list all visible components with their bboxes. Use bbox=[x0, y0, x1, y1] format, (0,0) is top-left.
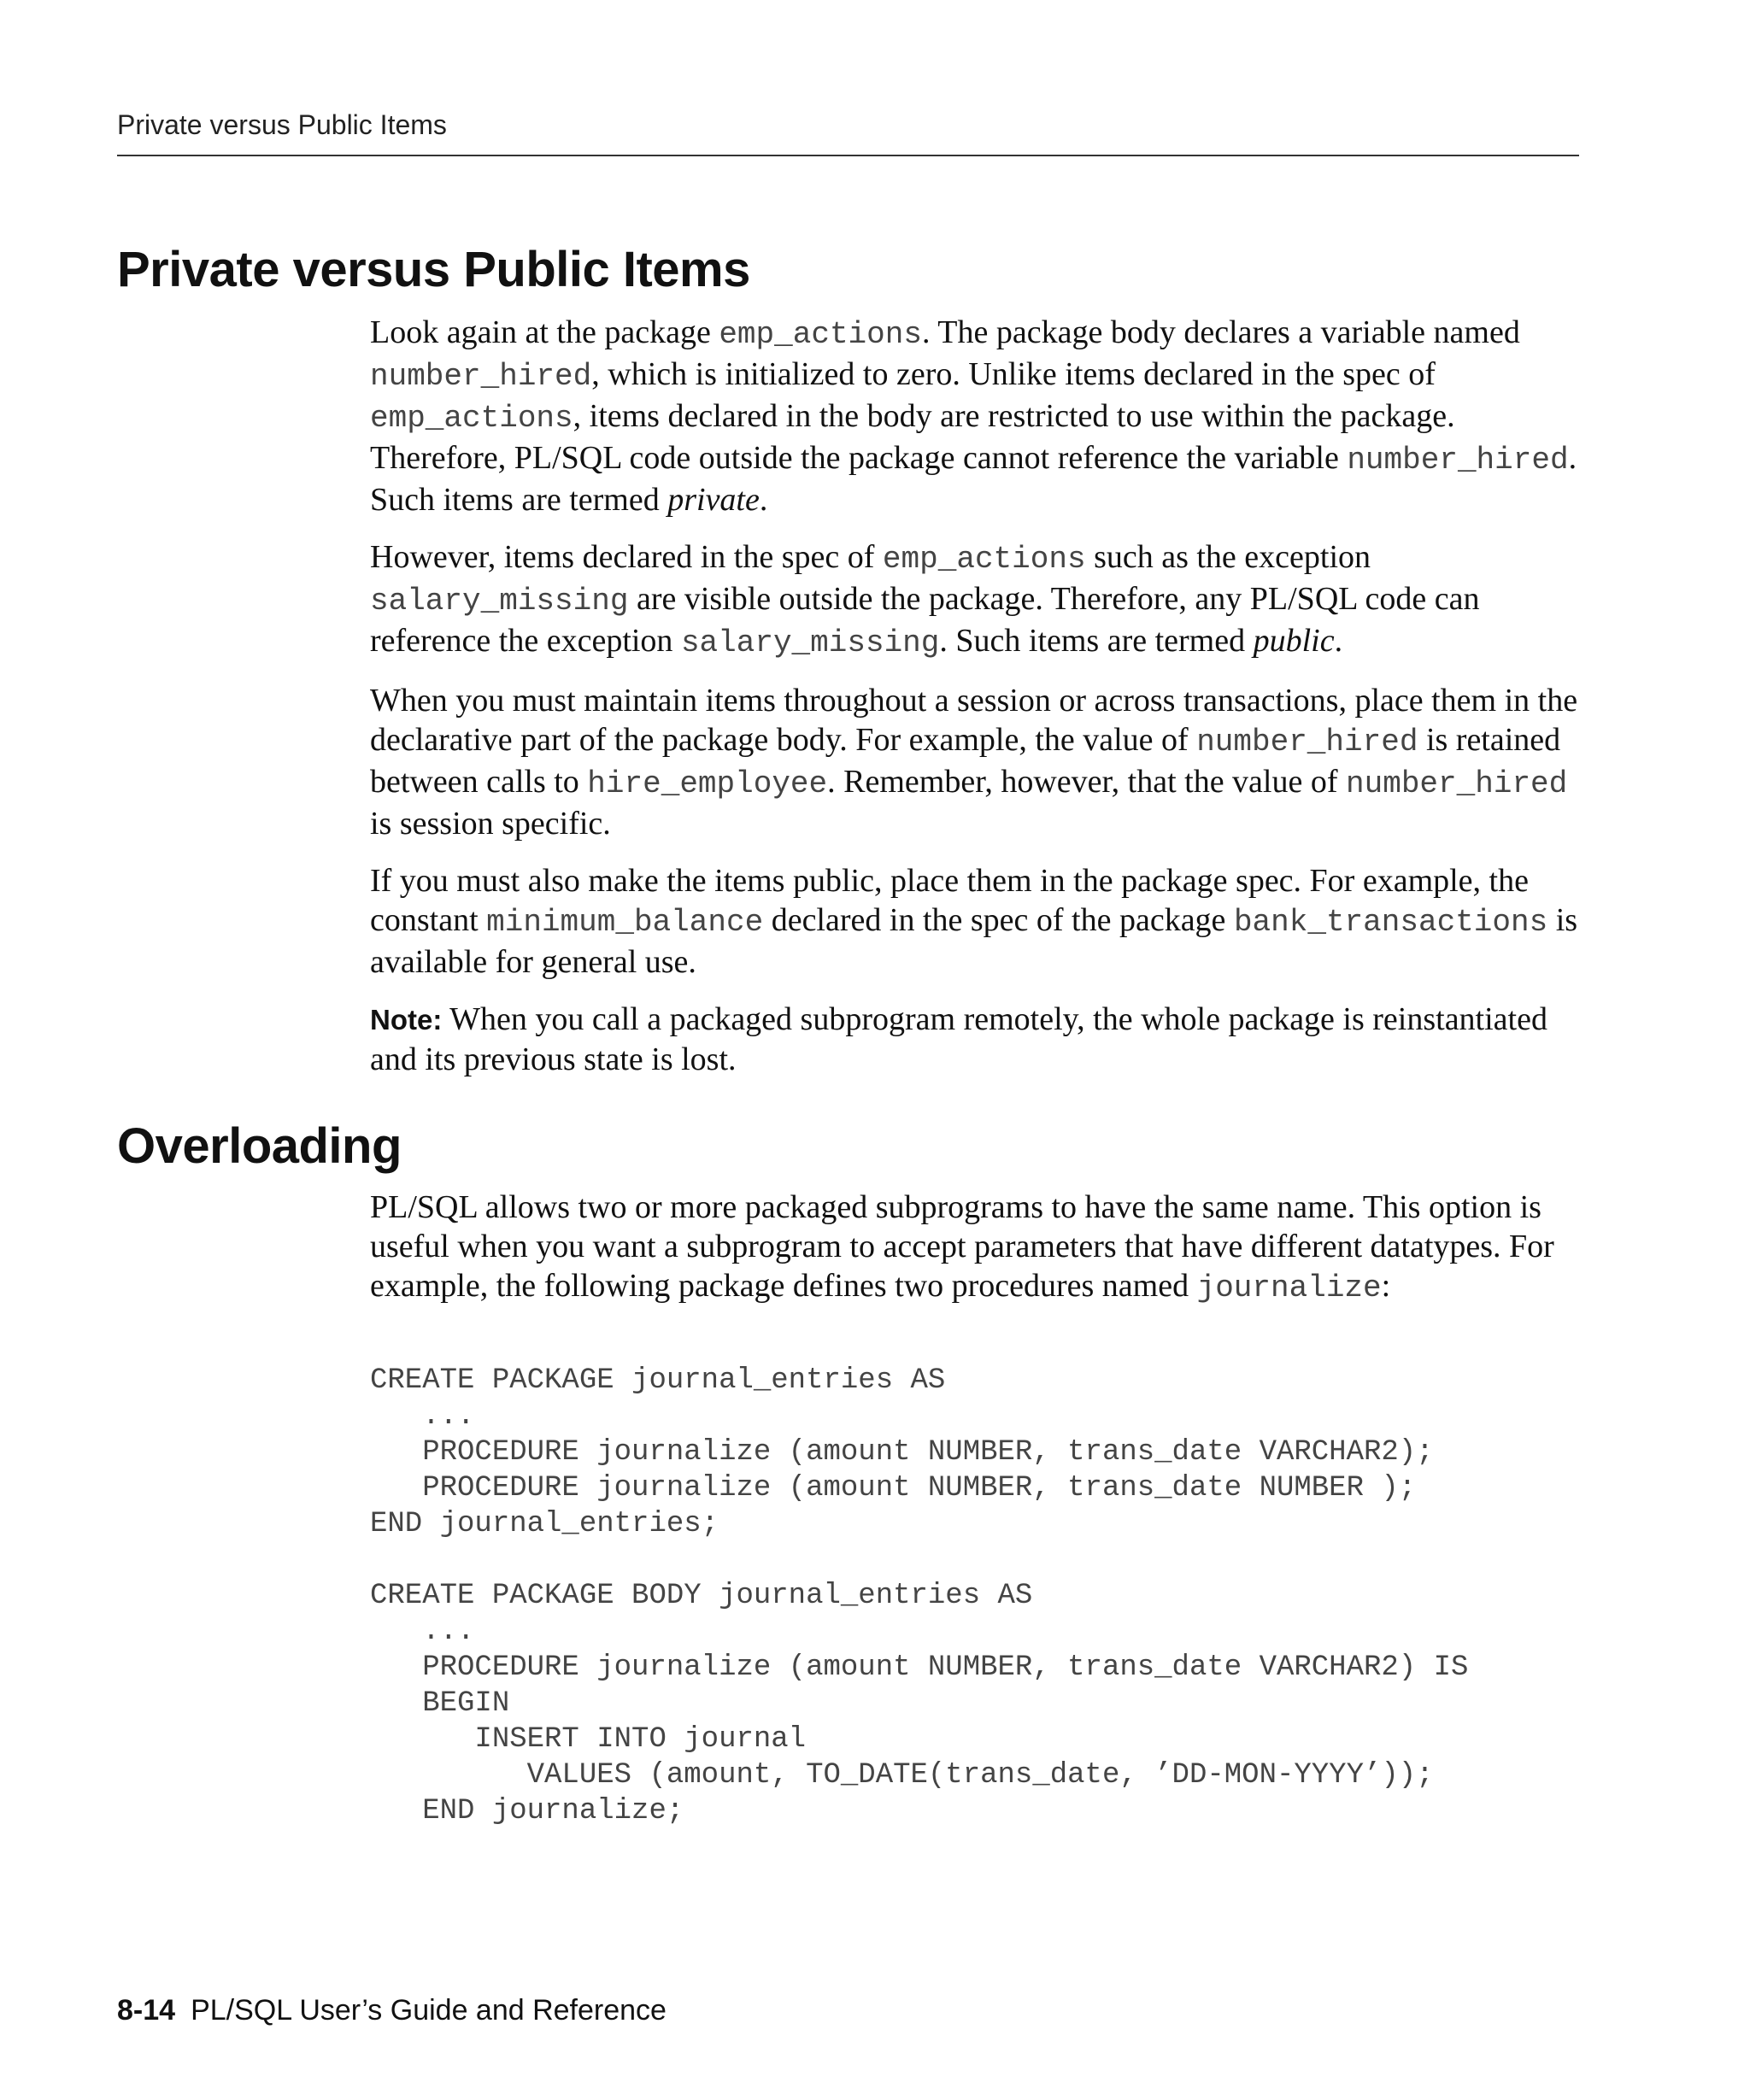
text: However, items declared in the spec of bbox=[370, 539, 883, 575]
text: , items declared in the body are restricted to use within the package. Therefore, PL/SQL code outside the package cannot reference the variable bbox=[370, 398, 1455, 476]
inline-code: salary_missing bbox=[370, 584, 629, 619]
text: declared in the spec of the package bbox=[763, 902, 1234, 938]
paragraph bbox=[370, 313, 1583, 519]
text: . Remember, however, that the value of bbox=[827, 764, 1347, 800]
page-footer bbox=[117, 1994, 667, 2027]
book-title: PL/SQL User’s Guide and Reference bbox=[191, 1994, 667, 2027]
code-example: CREATE PACKAGE journal_entries AS ... PROCEDURE journalize (amount NUMBER, trans_date VARCHAR2); PROCEDURE journalize (amount NUMBER, trans_date NUMBER ); END journal_entries; CREATE PACKAGE BODY journal_entries AS ... PROCEDURE journalize (amount NUMBER, trans_date VARCHAR2) IS BEGIN INSERT INTO journal VALUES (amount, TO_DATE(trans_date, ’DD-MON-YYYY’)); END journalize; bbox=[370, 1364, 1469, 1827]
text: . Such items are termed bbox=[370, 440, 1577, 518]
inline-code: emp_actions bbox=[370, 401, 573, 436]
text: PL/SQL allows two or more packaged subprograms to have the same name. This option is useful when you want a subprogram to accept parameters that have different datatypes. For example, the following package defines two procedures named bbox=[370, 1189, 1554, 1304]
section-heading-overloading: Overloading bbox=[117, 1118, 402, 1174]
paragraph bbox=[370, 1188, 1583, 1308]
inline-code: journalize bbox=[1196, 1270, 1382, 1305]
paragraph bbox=[370, 681, 1583, 843]
text: . The package body declares a variable named bbox=[921, 314, 1520, 350]
text: If you must also make the items public, place them in the package spec. For example, the constant bbox=[370, 863, 1529, 938]
header-rule bbox=[117, 155, 1579, 156]
text: Look again at the package bbox=[370, 314, 719, 350]
inline-code: salary_missing bbox=[680, 625, 940, 660]
text: . Such items are termed bbox=[939, 623, 1254, 659]
text: . bbox=[759, 482, 768, 518]
inline-code: minimum_balance bbox=[486, 905, 764, 940]
inline-code: number_hired bbox=[1346, 766, 1568, 801]
inline-code: hire_employee bbox=[587, 766, 828, 801]
text: is available for general use. bbox=[370, 902, 1578, 980]
text: are visible outside the package. Therefore, any PL/SQL code can reference the exception bbox=[370, 581, 1480, 659]
note bbox=[370, 1000, 1583, 1079]
text: is retained between calls to bbox=[370, 722, 1561, 800]
text: : bbox=[1381, 1268, 1391, 1304]
section-body-private-public bbox=[370, 313, 1583, 1079]
inline-code: emp_actions bbox=[882, 542, 1086, 577]
text: . bbox=[1334, 623, 1343, 659]
note-label: Note: bbox=[370, 1004, 443, 1035]
section-heading-private-public: Private versus Public Items bbox=[117, 242, 750, 297]
inline-code: number_hired bbox=[1347, 443, 1569, 478]
emphasis: private bbox=[667, 482, 760, 518]
section-body-overloading bbox=[370, 1188, 1583, 1308]
paragraph bbox=[370, 861, 1583, 982]
text: When you must maintain items throughout a session or across transactions, place them in the declarative part of the package body. For example, the value of bbox=[370, 683, 1578, 758]
emphasis: public bbox=[1253, 623, 1335, 659]
paragraph bbox=[370, 537, 1583, 663]
inline-code: number_hired bbox=[370, 359, 592, 394]
inline-code: bank_transactions bbox=[1233, 905, 1548, 940]
text: such as the exception bbox=[1085, 539, 1371, 575]
note-text: When you call a packaged subprogram remotely, the whole package is reinstantiated and its previous state is lost. bbox=[370, 1001, 1547, 1077]
text: is session specific. bbox=[370, 806, 611, 842]
running-header: Private versus Public Items bbox=[117, 109, 447, 140]
text: , which is initialized to zero. Unlike items declared in the spec of bbox=[591, 356, 1436, 392]
inline-code: number_hired bbox=[1196, 724, 1418, 760]
page-number: 8-14 bbox=[117, 1994, 176, 2027]
inline-code: emp_actions bbox=[719, 317, 922, 352]
